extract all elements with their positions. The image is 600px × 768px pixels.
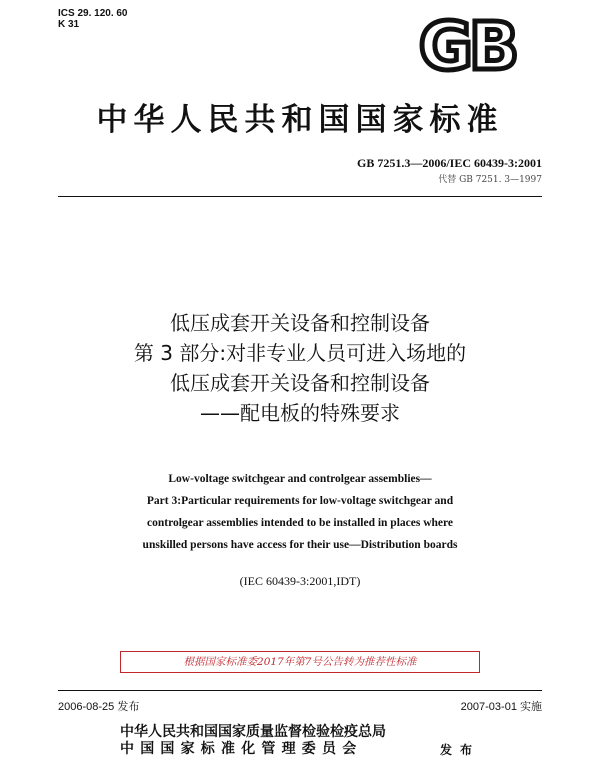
gb-logo-text: GB [418,12,516,74]
ics-code: ICS 29. 120. 60 [58,8,128,19]
english-title-line4: unskilled persons have access for their use—Distribution boards [142,539,458,551]
issue-label: 发布 [440,743,481,757]
chinese-title-line1: 低压成套开关设备和控制设备 [170,311,430,335]
issuer-aqsiq: 中华人民共和国国家质量监督检验检疫总局 [120,724,386,740]
issuer-sac: 中国国家标准化管理委员会 [120,741,363,757]
chinese-title-line2: 第 3 部分:对非专业人员可进入场地的 [133,341,467,365]
issue-date: 2006-08-25 发布 [58,701,140,713]
standard-number-block [357,156,542,185]
header-divider [58,196,542,197]
gb-logo [392,12,542,74]
chinese-title [0,308,600,428]
footer-divider [58,690,542,691]
notice-stamp: 根据国家标准委2017年第7号公告转为推荐性标准 [120,651,480,673]
iec-reference: (IEC 60439-3:2001,IDT) [239,574,361,588]
implementation-date: 2007-03-01 实施 [460,701,542,713]
page-title: 中华人民共和国国家标准 [96,102,504,138]
chinese-title-line4: ——配电板的特殊要求 [200,401,400,425]
english-title [0,468,600,556]
chinese-title-line3: 低压成套开关设备和控制设备 [170,371,430,395]
classification-codes [58,8,128,30]
standard-number: GB 7251.3—2006/IEC 60439-3:2001 [356,156,542,170]
english-title-line1: Low-voltage switchgear and controlgear assemblies— [168,473,432,485]
issuing-authorities [120,724,386,758]
ccs-code: K 31 [58,19,80,30]
english-title-line3: controlgear assemblies intended to be installed in places where [146,517,454,529]
english-title-line2: Part 3:Particular requirements for low-voltage switchgear and [146,495,454,507]
replaces-standard: 代替 GB 7251. 3—1997 [438,175,542,185]
